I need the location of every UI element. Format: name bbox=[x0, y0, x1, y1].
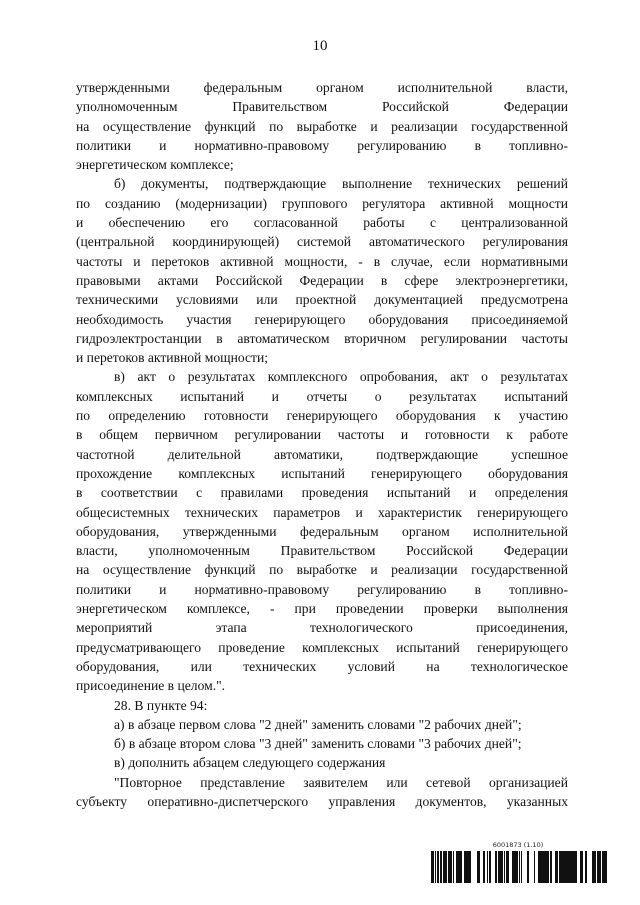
text-line: предусматривающего проведение комплексных испытаний генерирующего bbox=[76, 639, 568, 655]
text-line: субъекту оперативно-диспетчерского управления документов, указанных bbox=[76, 793, 568, 809]
text-line: оборудования, или технических условий на технологическое bbox=[76, 658, 568, 674]
text-line: в общем первичном регулировании частоты и готовности к работе bbox=[76, 427, 568, 443]
text-line: в) дополнить абзацем следующего содержания bbox=[114, 755, 386, 771]
text-line: прохождение комплексных испытаний генерирующего оборудования bbox=[76, 465, 568, 481]
text-line: оборудования, утвержденными федеральным органом исполнительной bbox=[76, 523, 568, 539]
document-code: 6001873 (1.10) bbox=[492, 841, 544, 849]
text-line: общесистемных технических параметров и характеристик генерирующего bbox=[76, 504, 568, 520]
text-line: а) в абзаце первом слова "2 дней" заменить словами "2 рабочих дней"; bbox=[114, 716, 522, 732]
text-line: правовыми актами Российской Федерации в сфере электроэнергетики, bbox=[76, 272, 568, 288]
text-line: энергетическом комплексе; bbox=[76, 157, 234, 173]
text-line: и перетоков активной мощности; bbox=[76, 350, 269, 366]
text-line: политики и нормативно-правовому регулированию в топливно- bbox=[76, 137, 568, 153]
text-line: в) акт о результатах комплексного опробования, акт о результатах bbox=[114, 369, 568, 385]
text-line: техническими условиями или проектной документацией предусмотрена bbox=[76, 292, 568, 308]
text-line: утвержденными федеральным органом исполнительной власти, bbox=[76, 80, 568, 95]
text-line: мероприятий этапа технологического присоединения, bbox=[76, 620, 568, 636]
text-line: (центральной координирующей) системой автоматического регулирования bbox=[76, 234, 568, 250]
text-line: в соответствии с правилами проведения испытаний и определения bbox=[76, 485, 568, 501]
document-body bbox=[76, 78, 568, 811]
text-line: необходимость участия генерирующего оборудования присоединяемой bbox=[76, 311, 568, 327]
text-line: уполномоченным Правительством Российской Федерации bbox=[76, 99, 568, 115]
text-line: по определению готовности генерирующего оборудования к участию bbox=[76, 408, 568, 424]
text-line: энергетическом комплексе, - при проведении проверки выполнения bbox=[76, 601, 568, 617]
text-line: по созданию (модернизации) группового регулятора активной мощности bbox=[76, 195, 568, 211]
text-line: "Повторное представление заявителем или сетевой организацией bbox=[114, 774, 568, 790]
text-line: присоединение в целом.". bbox=[76, 678, 226, 694]
text-line: частоты и перетоков активной мощности, - в случае, если нормативными bbox=[76, 253, 568, 269]
text-line: власти, уполномоченным Правительством Российской Федерации bbox=[76, 543, 568, 559]
text-line: гидроэлектростанции в автоматическом вторичном регулировании частоты bbox=[76, 330, 568, 346]
text-line: и обеспечению его согласованной работы с централизованной bbox=[76, 215, 568, 231]
text-line: политики и нормативно-правовому регулированию в топливно- bbox=[76, 581, 568, 597]
text-line: комплексных испытаний и отчеты о результатах испытаний bbox=[76, 388, 568, 404]
text-line: б) в абзаце втором слова "3 дней" заменить словами "3 рабочих дней"; bbox=[114, 736, 522, 752]
text-line: б) документы, подтверждающие выполнение технических решений bbox=[114, 176, 568, 192]
text-line: 28. В пункте 94: bbox=[114, 697, 208, 713]
text-line: на осуществление функций по выработке и реализации государственной bbox=[76, 562, 568, 578]
text-line: частотной делительной автоматики, подтверждающие успешное bbox=[76, 446, 568, 462]
text-line: на осуществление функций по выработке и реализации государственной bbox=[76, 118, 568, 134]
page-number: 10 bbox=[312, 38, 328, 54]
barcode-icon bbox=[431, 851, 607, 883]
